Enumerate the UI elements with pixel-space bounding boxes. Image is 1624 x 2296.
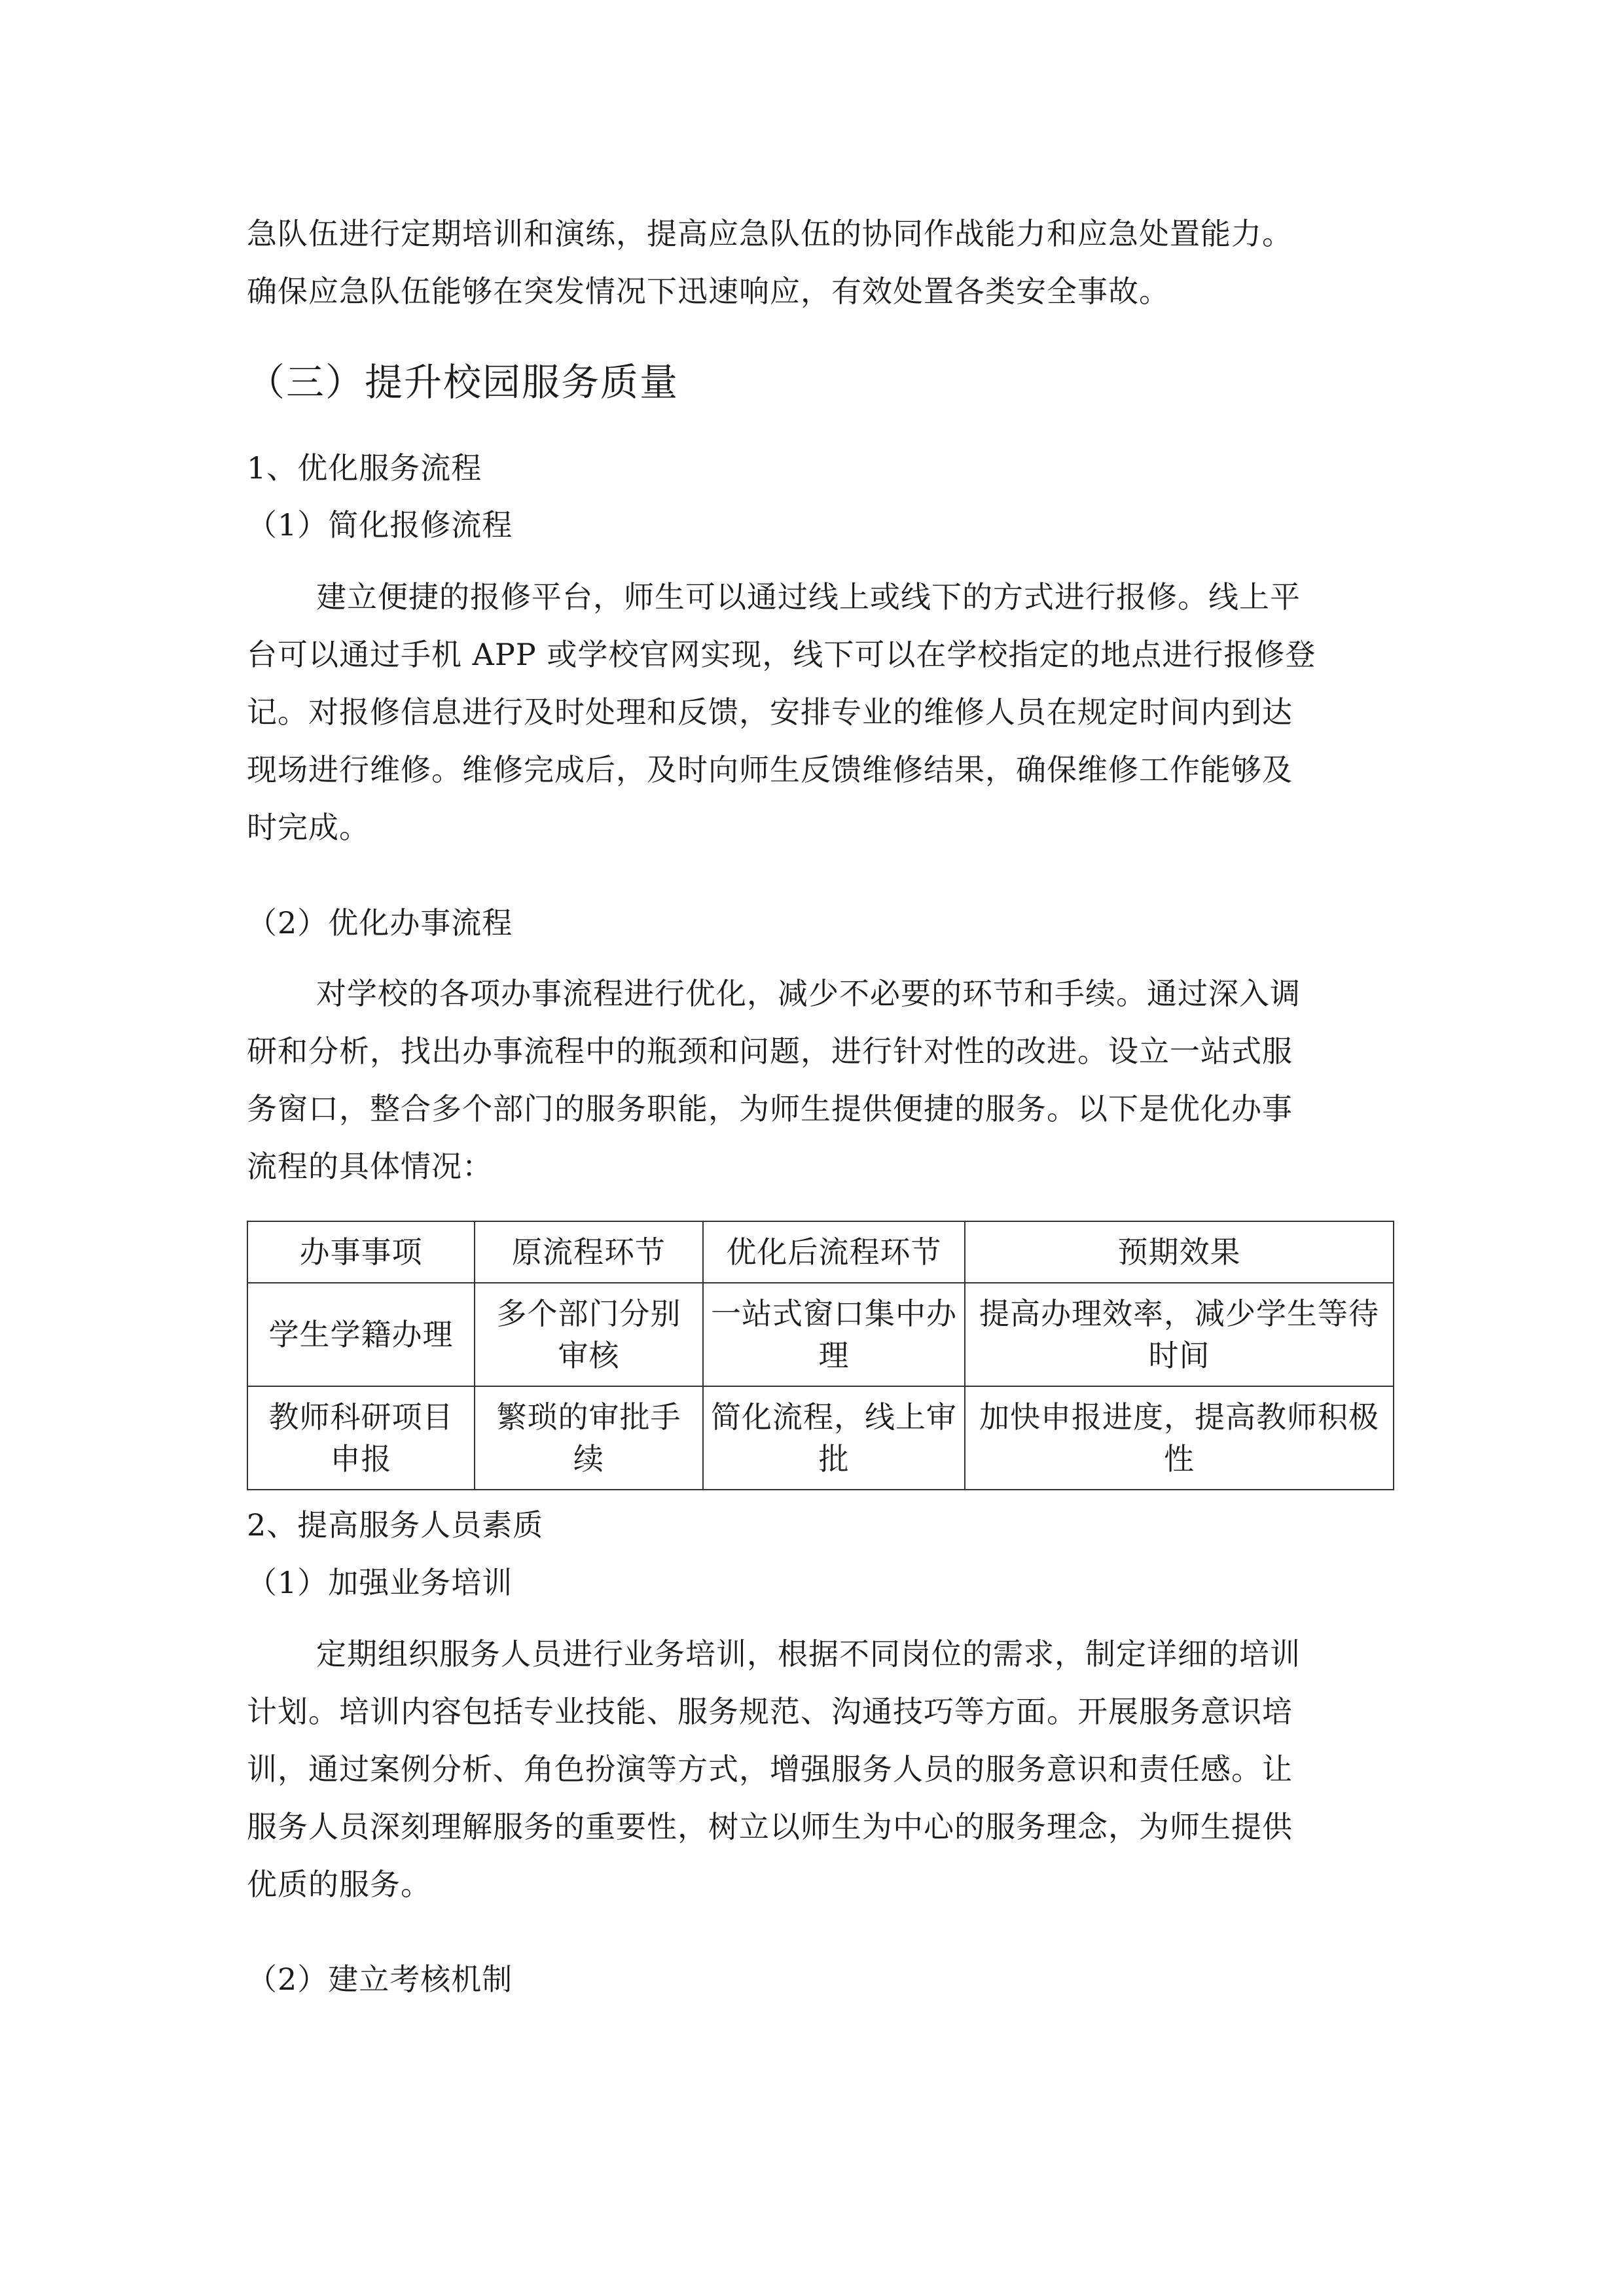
subsection-title: 1、优化服务流程 [247, 450, 482, 486]
item-title: （2）优化办事流程 [247, 905, 513, 941]
paragraph-line: 定期组织服务人员进行业务培训，根据不同岗位的需求，制定详细的培训 [316, 1636, 1301, 1672]
table-cell: 学生学籍办理 [247, 1283, 475, 1386]
table-cell: 加快申报进度，提高教师积极性 [965, 1386, 1394, 1490]
table-cell: 一站式窗口集中办理 [703, 1283, 965, 1386]
subsection-title: 2、提高服务人员素质 [247, 1507, 544, 1543]
item-title: （2）建立考核机制 [247, 1962, 513, 1997]
paragraph-line: 优质的服务。 [247, 1867, 431, 1902]
paragraph-line: 确保应急队伍能够在突发情况下迅速响应，有效处置各类安全事故。 [247, 274, 1170, 309]
paragraph-line: 台可以通过手机 APP 或学校官网实现，线下可以在学校指定的地点进行报修登 [247, 637, 1316, 672]
item-title: （1）简化报修流程 [247, 507, 513, 543]
paragraph-line: 服务人员深刻理解服务的重要性，树立以师生为中心的服务理念，为师生提供 [247, 1809, 1293, 1844]
paragraph-line: 急队伍进行定期培训和演练，提高应急队伍的协同作战能力和应急处置能力。 [247, 216, 1293, 251]
table-header-cell: 原流程环节 [475, 1221, 703, 1283]
table-row [247, 1386, 1394, 1490]
paragraph-line: 对学校的各项办事流程进行优化，减少不必要的环节和手续。通过深入调 [316, 976, 1301, 1011]
table-header-row [247, 1221, 1394, 1283]
paragraph-line: 流程的具体情况： [247, 1149, 493, 1184]
paragraph-line: 研和分析，找出办事流程中的瓶颈和问题，进行针对性的改进。设立一站式服 [247, 1033, 1293, 1069]
table-cell: 提高办理效率，减少学生等待时间 [965, 1283, 1394, 1386]
table-header-cell: 预期效果 [965, 1221, 1394, 1283]
paragraph-line: 时完成。 [247, 810, 370, 845]
paragraph-line: 计划。培训内容包括专业技能、服务规范、沟通技巧等方面。开展服务意识培 [247, 1694, 1293, 1729]
paragraph-line: 记。对报修信息进行及时处理和反馈，安排专业的维修人员在规定时间内到达 [247, 694, 1293, 730]
table-cell: 教师科研项目申报 [247, 1386, 475, 1490]
paragraph-line: 务窗口，整合多个部门的服务职能，为师生提供便捷的服务。以下是优化办事 [247, 1091, 1293, 1126]
table-header-cell: 优化后流程环节 [703, 1221, 965, 1283]
process-table [247, 1221, 1394, 1490]
paragraph-line: 现场进行维修。维修完成后，及时向师生反馈维修结果，确保维修工作能够及 [247, 752, 1293, 787]
table-header-cell: 办事事项 [247, 1221, 475, 1283]
table-cell: 多个部门分别审核 [475, 1283, 703, 1386]
paragraph-line: 建立便捷的报修平台，师生可以通过线上或线下的方式进行报修。线上平 [316, 579, 1301, 615]
table-row [247, 1283, 1394, 1386]
table-cell: 简化流程，线上审批 [703, 1386, 965, 1490]
section-heading: （三）提升校园服务质量 [247, 360, 679, 404]
table-cell: 繁琐的审批手续 [475, 1386, 703, 1490]
paragraph-line: 训，通过案例分析、角色扮演等方式，增强服务人员的服务意识和责任感。让 [247, 1751, 1293, 1787]
item-title: （1）加强业务培训 [247, 1565, 513, 1600]
